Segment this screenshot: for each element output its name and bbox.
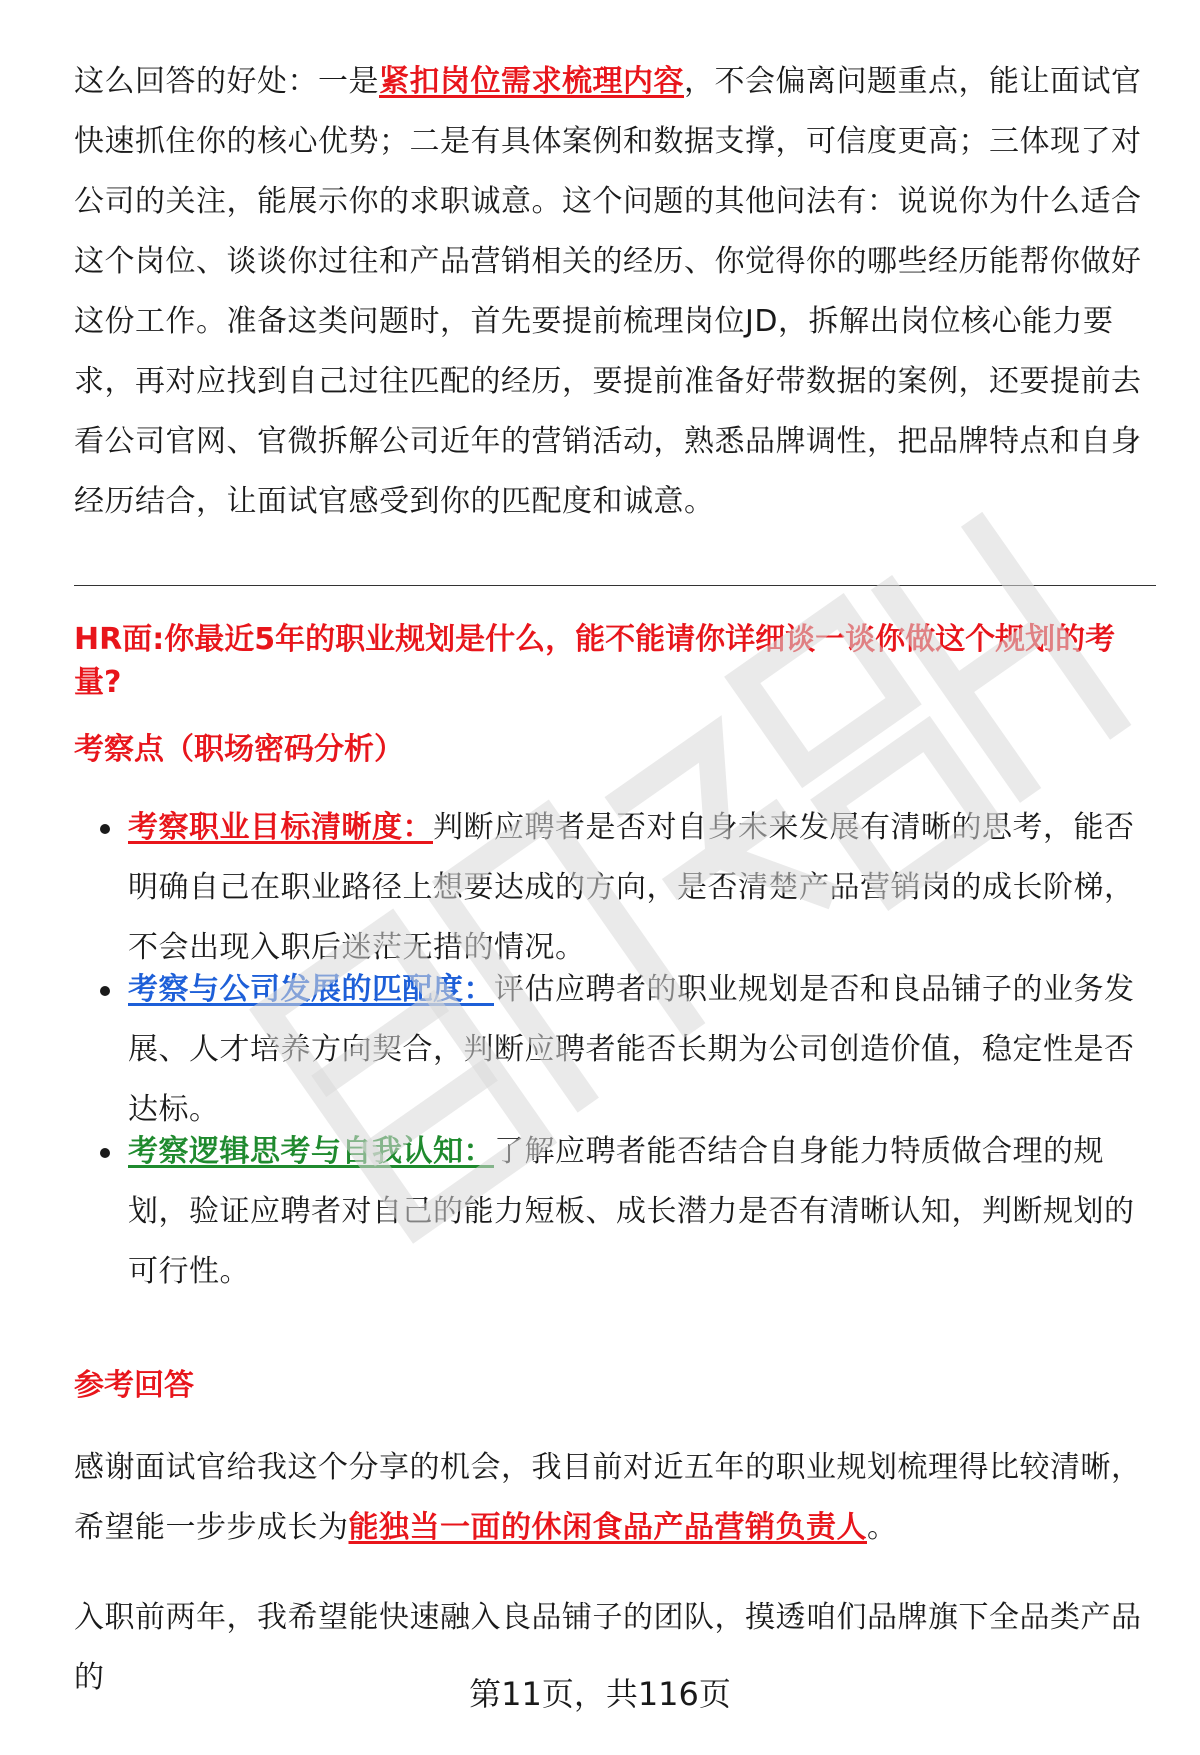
bullet-label-blue: 考察与公司发展的匹配度： bbox=[128, 972, 494, 1007]
paragraph-answer-benefits bbox=[74, 52, 1154, 532]
bullet-icon bbox=[100, 824, 110, 834]
list-item bbox=[74, 1122, 1154, 1302]
section-divider bbox=[74, 585, 1156, 586]
bullet-icon bbox=[100, 1148, 110, 1158]
page-number: 第11页，共116页 bbox=[469, 1675, 731, 1713]
highlight-red-phrase: 紧扣岗位需求梳理内容 bbox=[379, 64, 684, 99]
paragraph-text-after: ，不会偏离问题重点，能让面试官快速抓住你的核心优势；二是有具体案例和数据支撑，可信度更高；三体现了对公司的关注，能展示你的求职诚意。这个问题的其他问法有：说说你为什么适合这个岗位、谈谈你过往和产品营销相关的经历、你觉得你的哪些经历能帮你做好这份工作。准备这类问题时，首先要提前梳理岗位JD，拆解出岗位核心能力要求，再对应找到自己过往匹配的经历，要提前准备好带数据的案例，还要提前去看公司官网、官微拆解公司近年的营销活动，熟悉品牌调性，把品牌特点和自身经历结合，让面试官感受到你的匹配度和诚意。 bbox=[74, 64, 1142, 519]
bullet-icon bbox=[100, 986, 110, 996]
section-title-assessment: 考察点（职场密码分析） bbox=[74, 732, 404, 767]
bullet-label-red: 考察职业目标清晰度： bbox=[128, 810, 433, 845]
bullet-text: 了解应聘者能否结合自身能力特质做合理的规划，验证应聘者对自己的能力短板、成长潜力是否有清晰认知，判断规划的可行性。 bbox=[128, 1134, 1135, 1289]
paragraph-answer-plan: 入职前两年，我希望能快速融入良品铺子的团队，摸透咱们品牌旗下全品类产品的 bbox=[74, 1600, 1142, 1695]
bullet-text: 判断应聘者是否对自身未来发展有清晰的思考，能否明确自己在职业路径上想要达成的方向，是否清楚产品营销岗的成长阶梯，不会出现入职后迷茫无措的情况。 bbox=[128, 810, 1135, 965]
answer-text-after: 。 bbox=[867, 1510, 898, 1545]
list-item bbox=[74, 960, 1154, 1127]
answer-text-before: 感谢面试官给我这个分享的机会，我目前对近五年的职业规划梳理得比较清晰，希望能一步步成长为 bbox=[74, 1450, 1142, 1545]
highlight-red-goal: 能独当一面的休闲食品产品营销负责人 bbox=[348, 1510, 867, 1545]
bullet-label-green: 考察逻辑思考与自我认知： bbox=[128, 1134, 494, 1169]
question-heading: HR面:你最近5年的职业规划是什么，能不能请你详细谈一谈你做这个规划的考量? bbox=[74, 622, 1116, 700]
section-title-reference: 参考回答 bbox=[74, 1368, 194, 1403]
paragraph-answer-intro bbox=[74, 1438, 1154, 1558]
bullet-text: 评估应聘者的职业规划是否和良品铺子的业务发展、人才培养方向契合，判断应聘者能否长期为公司创造价值，稳定性是否达标。 bbox=[128, 972, 1135, 1127]
list-item bbox=[74, 798, 1154, 965]
assessment-list bbox=[74, 798, 1154, 1302]
paragraph-text-before: 这么回答的好处：一是 bbox=[74, 64, 379, 99]
